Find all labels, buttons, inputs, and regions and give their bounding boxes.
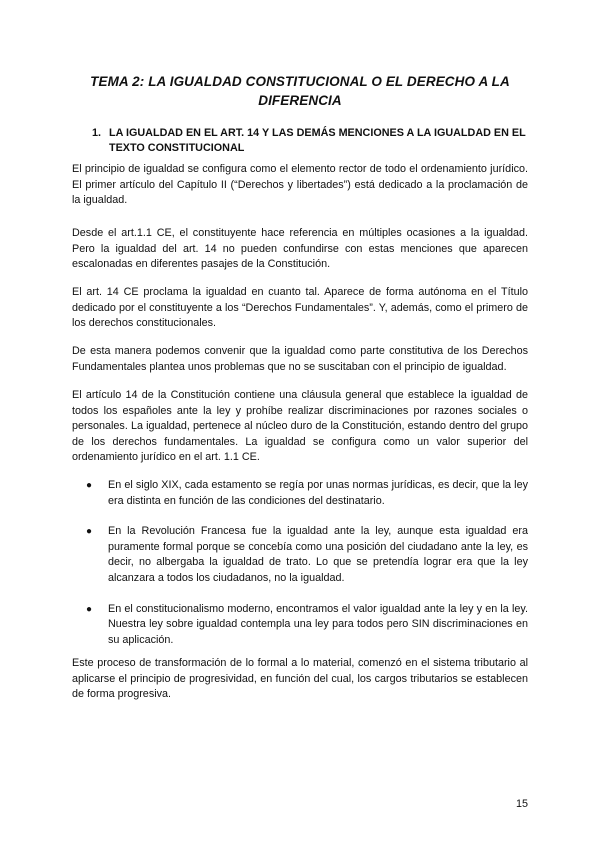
paragraph-3: El art. 14 CE proclama la igualdad en cuanto tal. Aparece de forma autónoma en el Título dedicado por el constituyente a los “Derechos Fundamentales”. Y, además, como el primero de los derechos constitucionales. bbox=[72, 286, 528, 330]
paragraph-2: Desde el art.1.1 CE, el constituyente hace referencia en múltiples ocasiones a la igualdad. Pero la igualdad del art. 14 no pueden confundirse con estas menciones que aparecen escalonadas en diferentes pasajes de la Constitución. bbox=[72, 227, 528, 271]
closing-paragraph: Este proceso de transformación de lo formal a lo material, comenzó en el sistema tributario al aplicarse el principio de progresividad, en función del cual, los cargos tributarios se establecen de forma progresiva. bbox=[72, 657, 528, 701]
list-item-text: En el siglo XIX, cada estamento se regía por unas normas jurídicas, es decir, que la ley era distinta en función de las condiciones del destinatario. bbox=[108, 479, 528, 507]
paragraph-5: El artículo 14 de la Constitución contiene una cláusula general que establece la igualdad de todos los españoles ante la ley y prohíbe realizar discriminaciones por razones sociales o personales. La igualdad, pertenece al núcleo duro de la Constitución, estando dentro del grupo de los derechos fundamentales. La igualdad se configura como un valor superior del ordenamiento jurídico en el art. 1.1 CE. bbox=[72, 389, 528, 464]
list-item bbox=[72, 478, 528, 509]
section-heading-text: LA IGUALDAD EN EL ART. 14 Y LAS DEMÁS MENCIONES A LA IGUALDAD EN EL TEXTO CONSTITUCIONAL bbox=[109, 127, 526, 154]
page-number: 15 bbox=[515, 798, 528, 810]
list-item bbox=[72, 602, 528, 649]
section-heading bbox=[92, 126, 528, 156]
list-item-text: En el constitucionalismo moderno, encontramos el valor igualdad ante la ley y en la ley. Nuestra ley sobre igualdad contempla una ley para todos pero SIN discriminaciones en su aplicación. bbox=[108, 602, 528, 646]
bullet-icon: ● bbox=[86, 603, 93, 615]
list-item bbox=[72, 524, 528, 586]
bullet-list bbox=[72, 478, 528, 663]
bullet-icon: ● bbox=[86, 526, 93, 538]
list-item-text: En la Revolución Francesa fue la igualdad ante la ley, aunque esta igualdad era puramente formal porque se concebía como una posición del ciudadano ante la ley, es decir, no albergaba la igualdad de trato. Lo que se pretendía lograr era que la ley alcanzara a todos los ciudadanos, no la igualdad. bbox=[108, 525, 528, 584]
section-number: 1. bbox=[92, 127, 102, 139]
page-title: TEMA 2: LA IGUALDAD CONSTITUCIONAL O EL DERECHO A LA DIFERENCIA bbox=[90, 74, 510, 108]
bullet-icon: ● bbox=[86, 480, 93, 491]
paragraph-4: De esta manera podemos convenir que la igualdad como parte constitutiva de los Derechos Fundamentales plantea unos problemas que no se suscitaban con el principio de igualdad. bbox=[72, 345, 528, 373]
paragraph-1: El principio de igualdad se configura como el elemento rector de todo el ordenamiento jurídico. El primer artículo del Capítulo II (“Derechos y libertades”) está dedicado a la proclamación de la igualdad. bbox=[72, 163, 528, 207]
